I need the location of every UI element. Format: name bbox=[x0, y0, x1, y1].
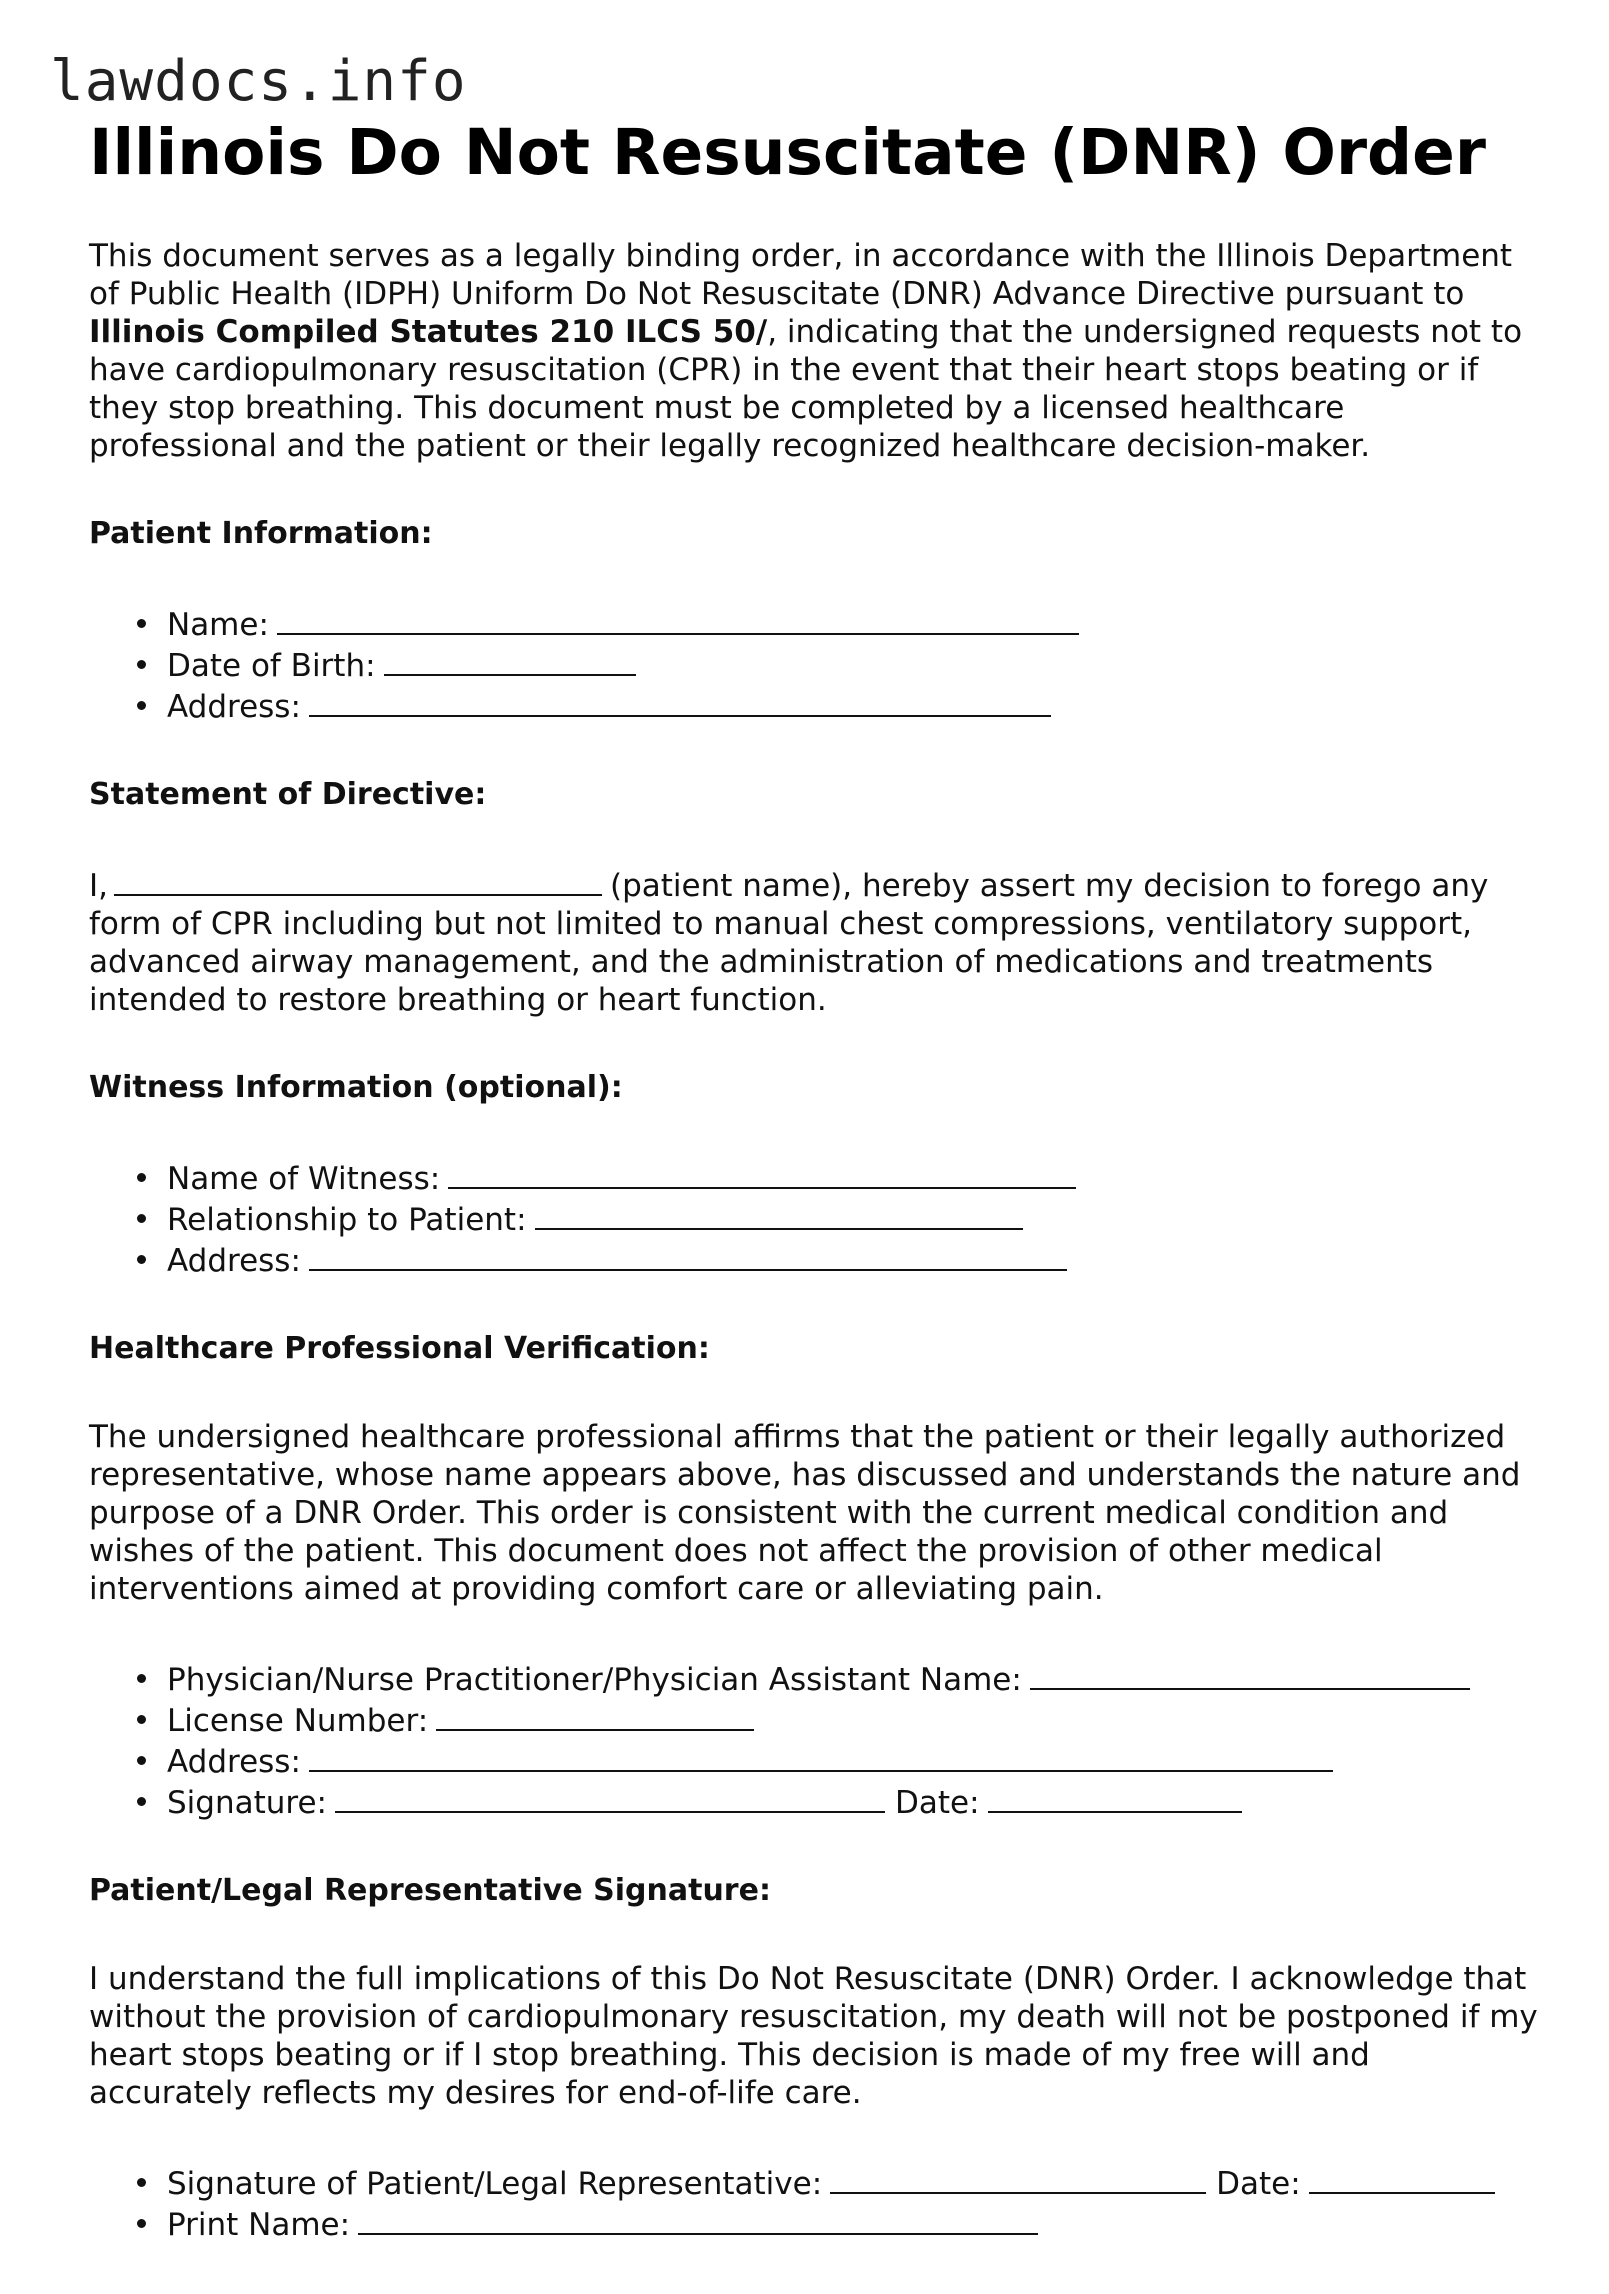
license-number-field bbox=[167, 1699, 1539, 1740]
patient-signature-blank[interactable] bbox=[830, 2162, 1206, 2194]
witness-relationship-label: Relationship to Patient: bbox=[167, 1202, 527, 1238]
statute-reference: Illinois Compiled Statutes 210 ILCS 50/ bbox=[89, 314, 768, 350]
professional-heading: Healthcare Professional Verification: bbox=[89, 1331, 710, 1366]
witness-relationship-field bbox=[167, 1198, 1539, 1239]
witness-name-blank[interactable] bbox=[448, 1157, 1076, 1189]
document-title: Illinois Do Not Resuscitate (DNR) Order bbox=[89, 116, 1486, 189]
patient-signature-date-blank[interactable] bbox=[1309, 2162, 1495, 2194]
intro-paragraph bbox=[89, 237, 1539, 465]
professional-address-label: Address: bbox=[167, 1744, 301, 1780]
witness-name-field bbox=[167, 1157, 1539, 1198]
statement-prefix: I, bbox=[89, 868, 108, 904]
professional-paragraph: The undersigned healthcare professional affirms that the patient or their legally authorized representative, whose name appears above, has discussed and understands the nature and purpose of a DNR Order. This order is consistent with the current medical condition and wishes of the patient. This document does not affect the provision of other medical interventions aimed at providing comfort care or alleviating pain. bbox=[89, 1419, 1521, 1607]
professional-signature-field bbox=[167, 1781, 1539, 1822]
print-name-label: Print Name: bbox=[167, 2207, 351, 2243]
print-name-field bbox=[167, 2203, 1539, 2244]
witness-relationship-blank[interactable] bbox=[535, 1198, 1023, 1230]
document-page bbox=[89, 113, 1539, 2294]
professional-signature-label: Signature: bbox=[167, 1785, 327, 1821]
professional-list bbox=[89, 1658, 1539, 1822]
print-name-blank[interactable] bbox=[358, 2203, 1038, 2235]
patient-name-label: Name: bbox=[167, 607, 269, 643]
patient-signature-label: Signature of Patient/Legal Representative: bbox=[167, 2166, 823, 2202]
statement-text: (patient name), hereby assert my decision to forego any form of CPR including but not limited to manual chest compressions, ventilatory support, advanced airway management, and the administration of medications and treatments intended to restore breathing or heart function. bbox=[89, 868, 1489, 1018]
statement-heading: Statement of Directive: bbox=[89, 777, 487, 812]
license-number-blank[interactable] bbox=[436, 1699, 754, 1731]
witness-address-blank[interactable] bbox=[309, 1239, 1067, 1271]
patient-address-field bbox=[167, 685, 1539, 726]
patient-name-blank[interactable] bbox=[277, 603, 1079, 635]
patient-dob-field bbox=[167, 644, 1539, 685]
professional-date-label: Date: bbox=[895, 1785, 980, 1821]
patient-signature-date-label: Date: bbox=[1216, 2166, 1301, 2202]
patient-dob-label: Date of Birth: bbox=[167, 648, 376, 684]
professional-name-field bbox=[167, 1658, 1539, 1699]
patient-dob-blank[interactable] bbox=[384, 644, 636, 676]
professional-date-blank[interactable] bbox=[988, 1781, 1242, 1813]
professional-address-field bbox=[167, 1740, 1539, 1781]
patient-signature-list bbox=[89, 2162, 1539, 2244]
witness-address-field bbox=[167, 1239, 1539, 1280]
license-number-label: License Number: bbox=[167, 1703, 429, 1739]
intro-text-before: This document serves as a legally binding order, in accordance with the Illinois Department of Public Health (IDPH) Uniform Do Not Resuscitate (DNR) Advance Directive pursuant to bbox=[89, 238, 1513, 312]
patient-info-list bbox=[89, 603, 1539, 726]
witness-address-label: Address: bbox=[167, 1243, 301, 1279]
patient-signature-field bbox=[167, 2162, 1539, 2203]
statement-patient-name-blank[interactable] bbox=[114, 864, 602, 896]
professional-signature-blank[interactable] bbox=[335, 1781, 885, 1813]
witness-heading: Witness Information (optional): bbox=[89, 1070, 623, 1105]
patient-info-heading: Patient Information: bbox=[89, 516, 433, 551]
witness-list bbox=[89, 1157, 1539, 1280]
professional-name-blank[interactable] bbox=[1030, 1658, 1470, 1690]
site-watermark: lawdocs.info bbox=[50, 49, 467, 114]
intro-text-after: , indicating that the undersigned requests not to have cardiopulmonary resuscitation (CPR) in the event that their heart stops beating or if they stop breathing. This document must be completed by a licensed healthcare professional and the patient or their legally recognized healthcare decision-maker. bbox=[89, 314, 1523, 464]
professional-address-blank[interactable] bbox=[309, 1740, 1333, 1772]
patient-address-label: Address: bbox=[167, 689, 301, 725]
professional-name-label: Physician/Nurse Practitioner/Physician Assistant Name: bbox=[167, 1662, 1022, 1698]
patient-name-field bbox=[167, 603, 1539, 644]
patient-address-blank[interactable] bbox=[309, 685, 1051, 717]
witness-name-label: Name of Witness: bbox=[167, 1161, 441, 1197]
statement-paragraph bbox=[89, 864, 1539, 1019]
patient-signature-heading: Patient/Legal Representative Signature: bbox=[89, 1873, 771, 1908]
patient-signature-paragraph: I understand the full implications of this Do Not Resuscitate (DNR) Order. I acknowledge that without the provision of cardiopulmonary resuscitation, my death will not be postponed if my heart stops beating or if I stop breathing. This decision is made of my free will and accurately reflects my desires for end-of-life care. bbox=[89, 1961, 1538, 2111]
